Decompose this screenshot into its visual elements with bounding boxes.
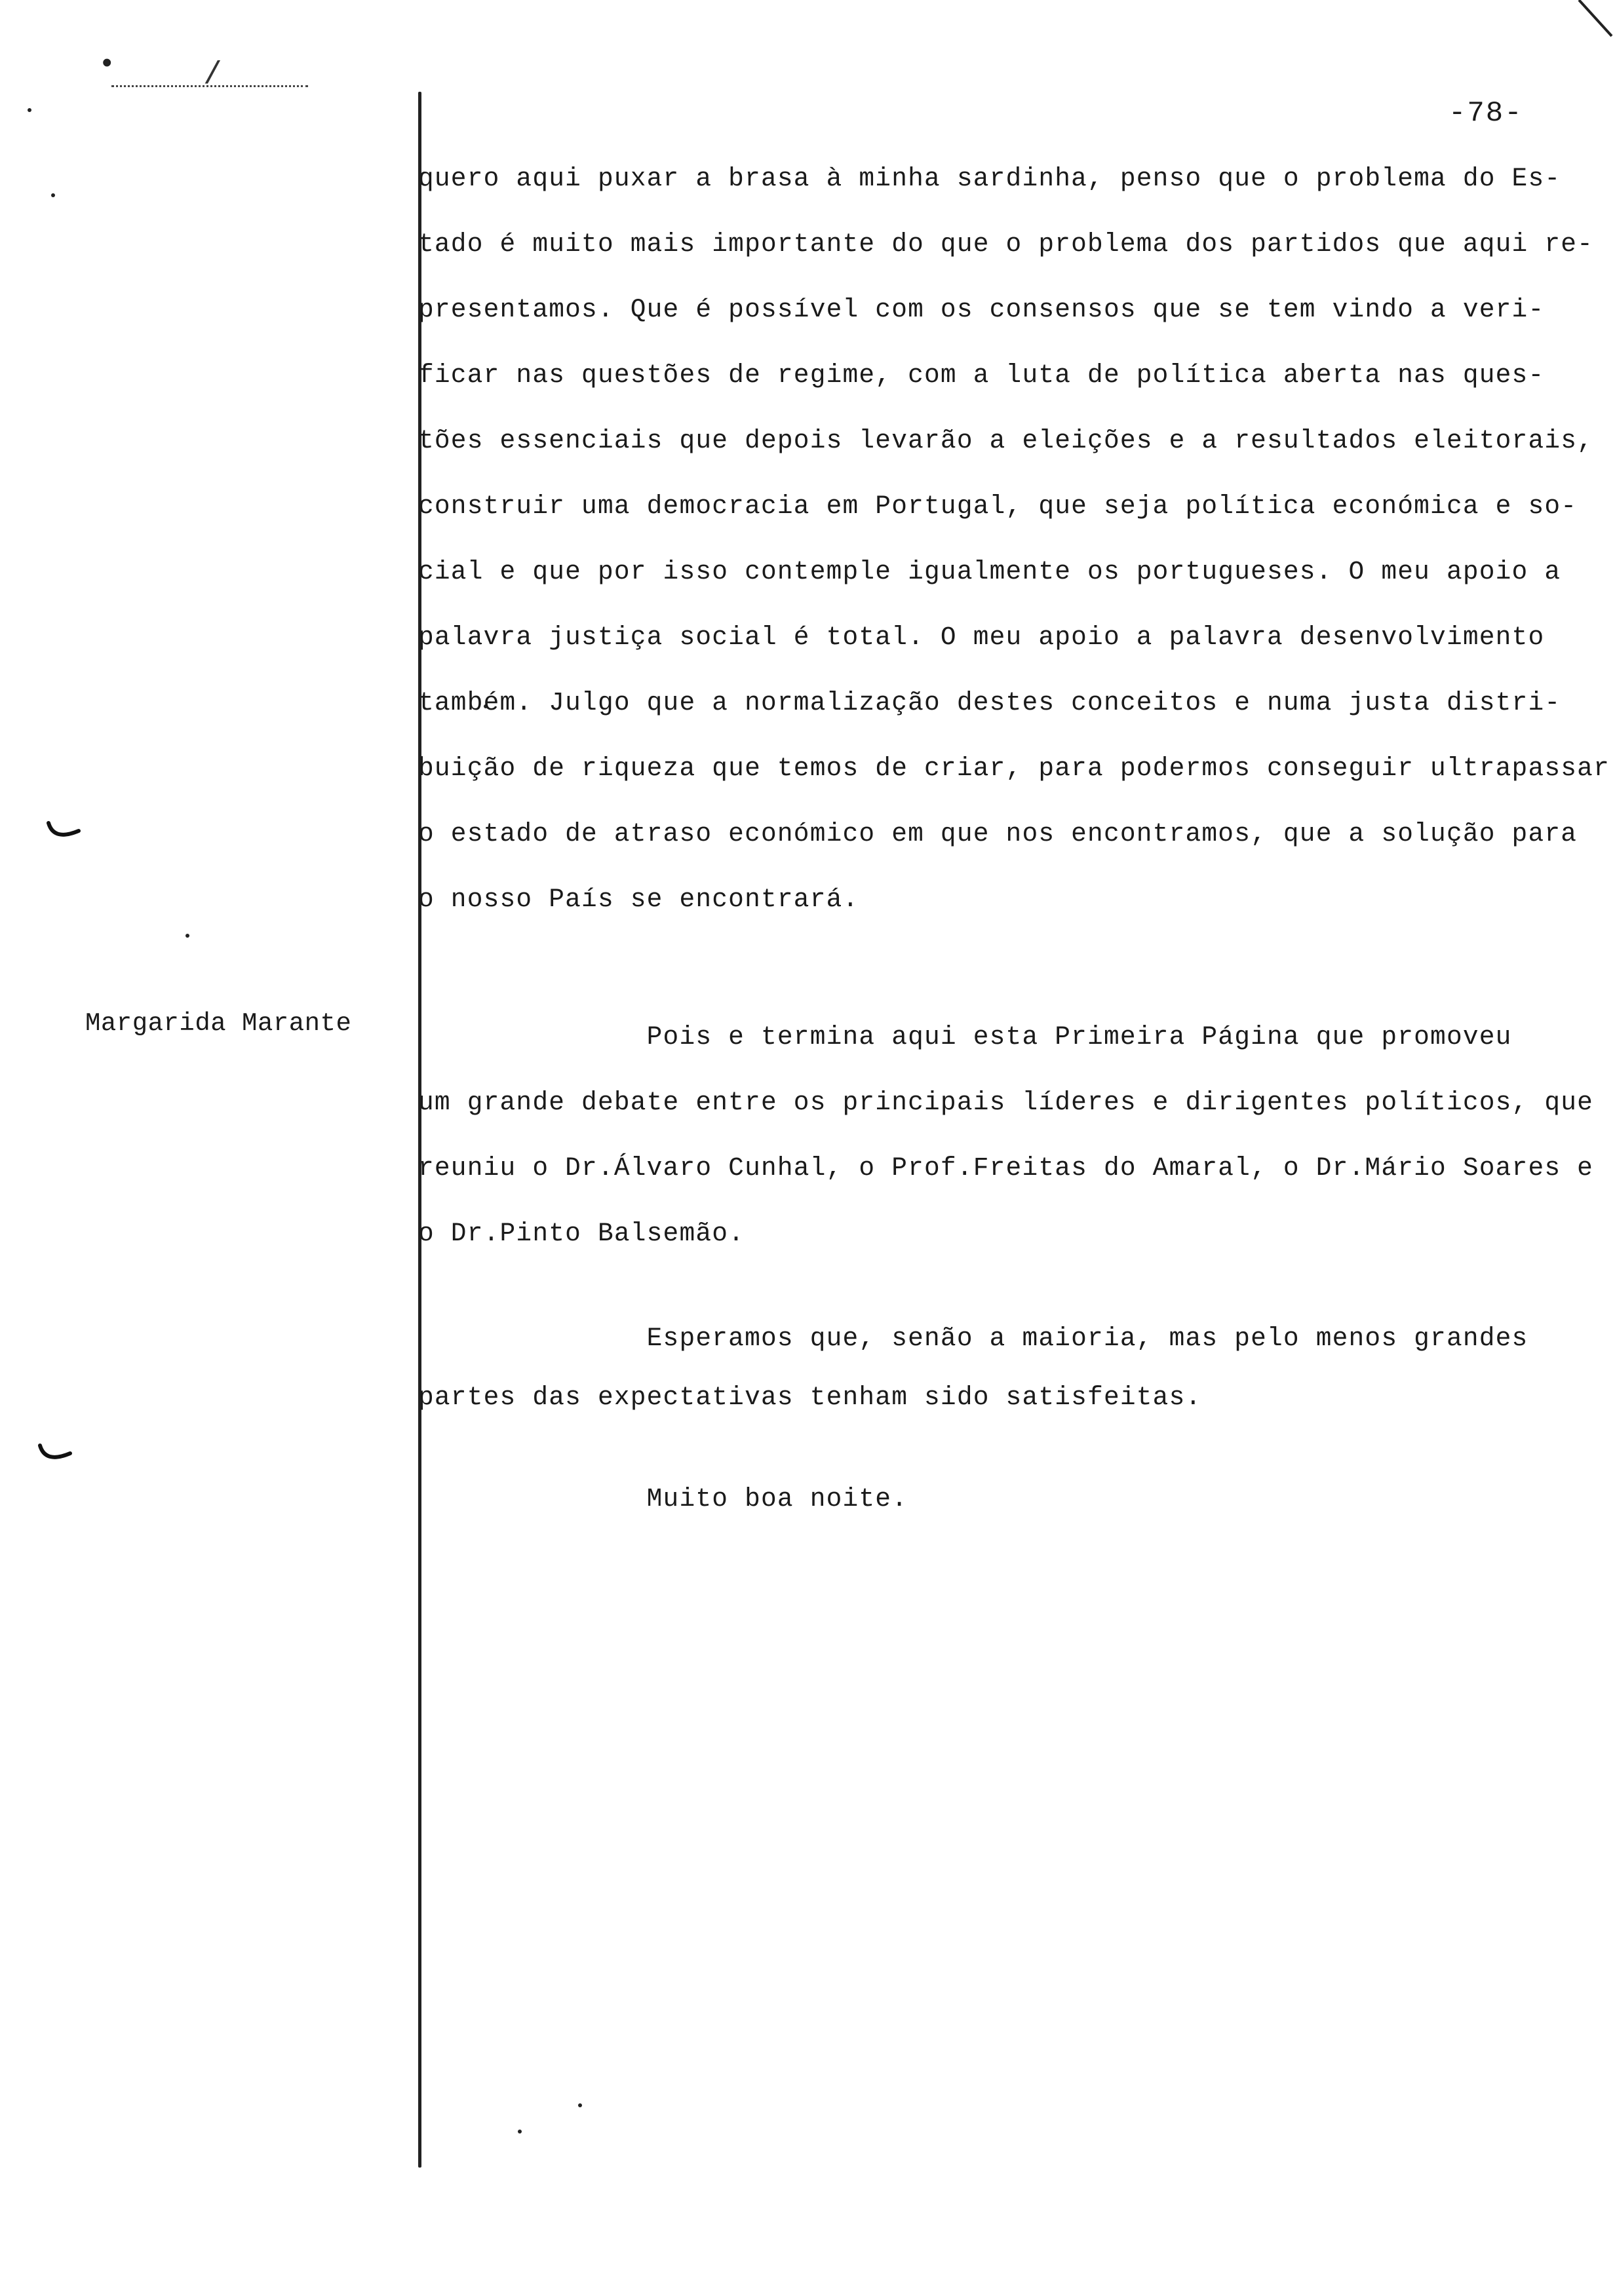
text-line: palavra justiça social é total. O meu apoio a palavra desenvolvimento: [418, 622, 1545, 652]
header-dotted-line: [111, 85, 308, 87]
text-line: ficar nas questões de regime, com a luta de política aberta nas ques-: [418, 360, 1545, 390]
scan-speck: [51, 193, 55, 197]
text-line: o nosso País se encontrará.: [418, 885, 859, 914]
punch-hole-mark-icon: [36, 1442, 75, 1468]
text-line: Esperamos que, senão a maioria, mas pelo menos grandes: [418, 1324, 1528, 1353]
text-line: quero aqui puxar a brasa à minha sardinha, penso que o problema do Es-: [418, 164, 1561, 193]
text-line: partes das expectativas tenham sido satisfeitas.: [418, 1383, 1202, 1412]
scan-speck: [28, 108, 31, 112]
text-line: Pois e termina aqui esta Primeira Página que promoveu: [418, 1022, 1512, 1052]
scan-speck: [185, 934, 189, 938]
text-line: um grande debate entre os principais líderes e dirigentes políticos, que: [418, 1088, 1594, 1117]
page-number: -78-: [1449, 97, 1523, 130]
text-line: buição de riqueza que temos de criar, para podermos conseguir ultrapassar: [418, 754, 1610, 783]
text-line: o Dr.Pinto Balsemão.: [418, 1219, 745, 1248]
header-bullet-icon: •: [98, 48, 116, 81]
text-line: presentamos. Que é possível com os consensos que se tem vindo a veri-: [418, 295, 1545, 324]
scan-speck: [578, 2103, 582, 2107]
closing-line: Muito boa noite.: [418, 1484, 908, 1514]
text-line: cial e que por isso contemple igualmente os portugueses. O meu apoio a: [418, 557, 1561, 586]
text-line: reuniu o Dr.Álvaro Cunhal, o Prof.Freitas do Amaral, o Dr.Mário Soares e: [418, 1153, 1594, 1183]
text-line: construir uma democracia em Portugal, que seja política económica e so-: [418, 491, 1578, 521]
header-mark: [98, 46, 315, 93]
text-line: também. Julgo que a normalização destes conceitos e numa justa distri-: [418, 688, 1561, 718]
speaker-label: Margarida Marante: [85, 1009, 352, 1038]
text-line: tado é muito mais importante do que o problema dos partidos que aqui re-: [418, 229, 1594, 259]
punch-hole-mark-icon: [45, 819, 84, 845]
text-line: tões essenciais que depois levarão a eleições e a resultados eleitorais,: [418, 426, 1594, 455]
text-line: o estado de atraso económico em que nos encontramos, que a solução para: [418, 819, 1578, 849]
header-slash: /: [203, 58, 222, 93]
scan-speck: [518, 2130, 522, 2133]
